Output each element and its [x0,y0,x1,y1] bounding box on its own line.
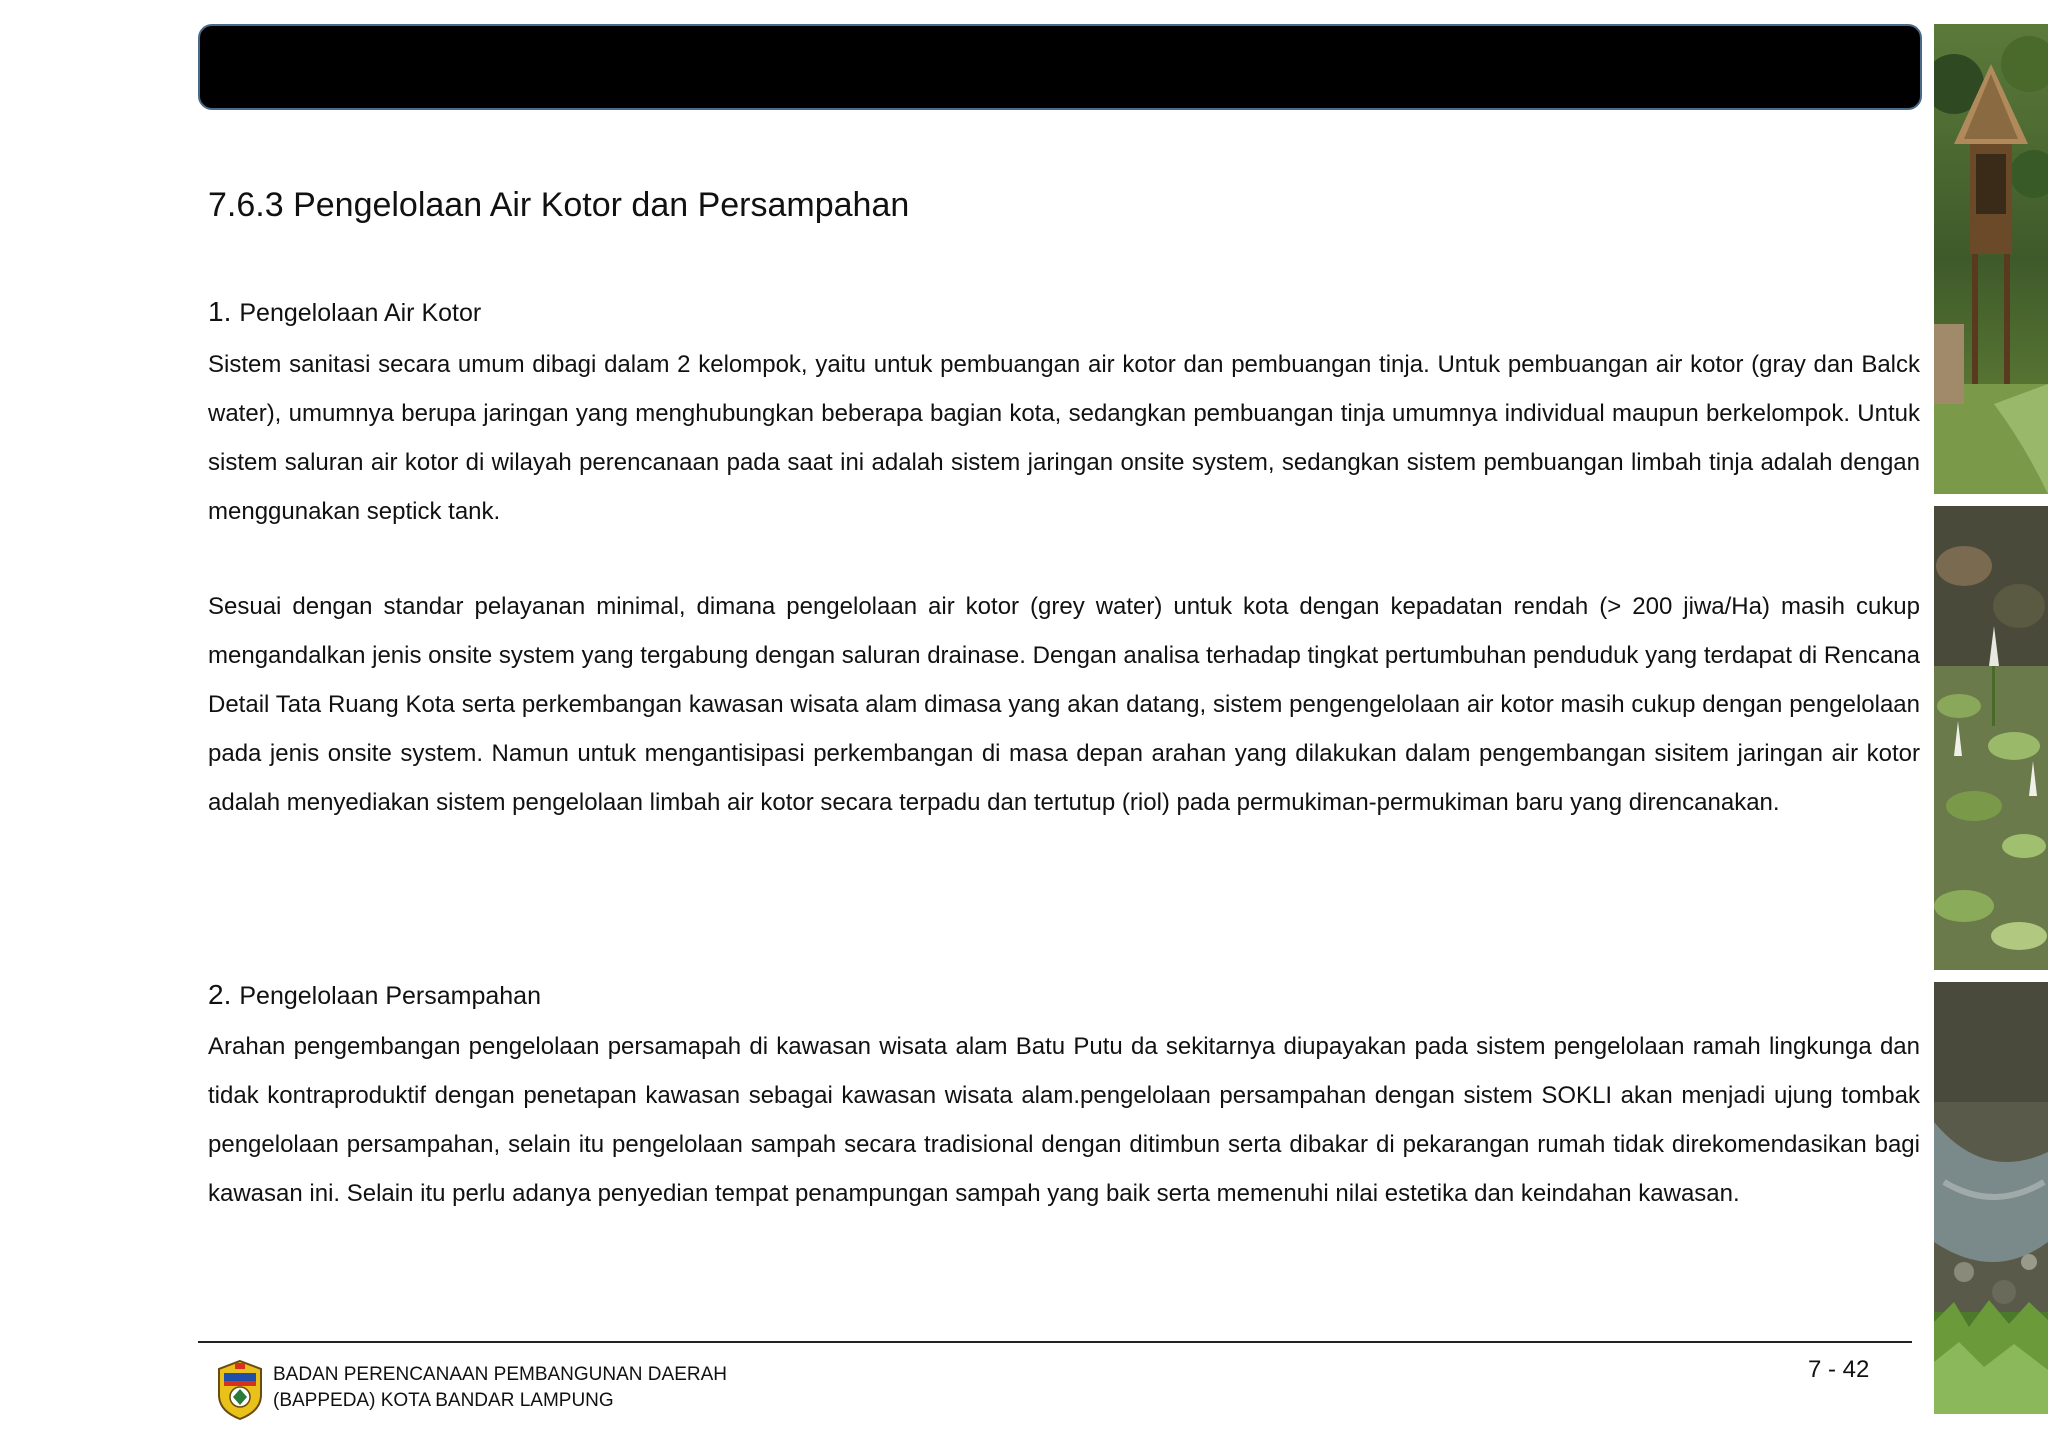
page-number: 7 - 42 [1808,1356,1870,1383]
gazebo-photo [1934,24,2048,494]
subsection-heading-persampahan [208,979,541,1011]
subsection-label: Pengelolaan Persampahan [239,982,541,1010]
footer-organization [273,1362,727,1414]
subsection-label: Pengelolaan Air Kotor [239,299,482,327]
subsection-number: 1. [208,296,232,327]
city-emblem-icon [215,1359,265,1421]
subsection-number: 2. [208,979,232,1010]
stream-photo [1934,982,2048,1414]
footer-org-line2: (BAPPEDA) KOTA BANDAR LAMPUNG [273,1390,614,1411]
header-bar [198,24,1922,110]
paragraph-standar-pelayanan: Sesuai dengan standar pelayanan minimal, dimana pengelolaan air kotor (grey water) untuk kota dengan kepadatan rendah (> 200 jiwa/Ha) masih cukup mengandalkan jenis onsite system yang tergabung dengan saluran drainase. Dengan analisa terhadap tingkat pertumbuhan penduduk yang terdapat di Rencana Detail Tata Ruang Kota serta perkembangan kawasan wisata alam dimasa yang akan datang, sistem pengengelolaan air kotor masih cukup dengan pengelolaan pada jenis onsite system. Namun untuk mengantisipasi perkembangan di masa depan arahan yang dilakukan dalam pengembangan sisitem jaringan air kotor adalah menyediakan sistem pengelolaan limbah air kotor secara terpadu dan tertutup (riol) pada permukiman-permukiman baru yang direncanakan. [208,593,1920,816]
paragraph-persampahan: Arahan pengembangan pengelolaan persamapah di kawasan wisata alam Batu Putu da sekitarnya diupayakan pada sistem pengelolaan ramah lingkunga dan tidak kontraproduktif dengan penetapan kawasan sebagai kawasan wisata alam.pengelolaan persampahan dengan sistem SOKLI akan menjadi ujung tombak pengelolaan persampahan, selain itu pengelolaan sampah secara tradisional dengan ditimbun serta dibakar di pekarangan rumah tidak direkomendasikan bagi kawasan ini. Selain itu perlu adanya penyedian tempat penampungan sampah yang baik serta memenuhi nilai estetika dan keindahan kawasan. [208,1033,1920,1207]
paragraph-sanitasi: Sistem sanitasi secara umum dibagi dalam 2 kelompok, yaitu untuk pembuangan air kotor dan pembuangan tinja. Untuk pembuangan air kotor (gray dan Balck water), umumnya berupa jaringan yang menghubungkan beberapa bagian kota, sedangkan pembuangan tinja umumnya individual maupun berkelompok. Untuk sistem saluran air kotor di wilayah perencanaan pada saat ini adalah sistem jaringan onsite system, sedangkan sistem pembuangan limbah tinja adalah dengan menggunakan septick tank. [208,351,1920,525]
section-title: 7.6.3 Pengelolaan Air Kotor dan Persampahan [208,186,910,224]
lotus-pond-photo [1934,506,2048,970]
subsection-heading-air-kotor [208,296,481,328]
footer-org-line1: BADAN PERENCANAAN PEMBANGUNAN DAERAH [273,1364,727,1385]
footer-divider [198,1341,1912,1343]
